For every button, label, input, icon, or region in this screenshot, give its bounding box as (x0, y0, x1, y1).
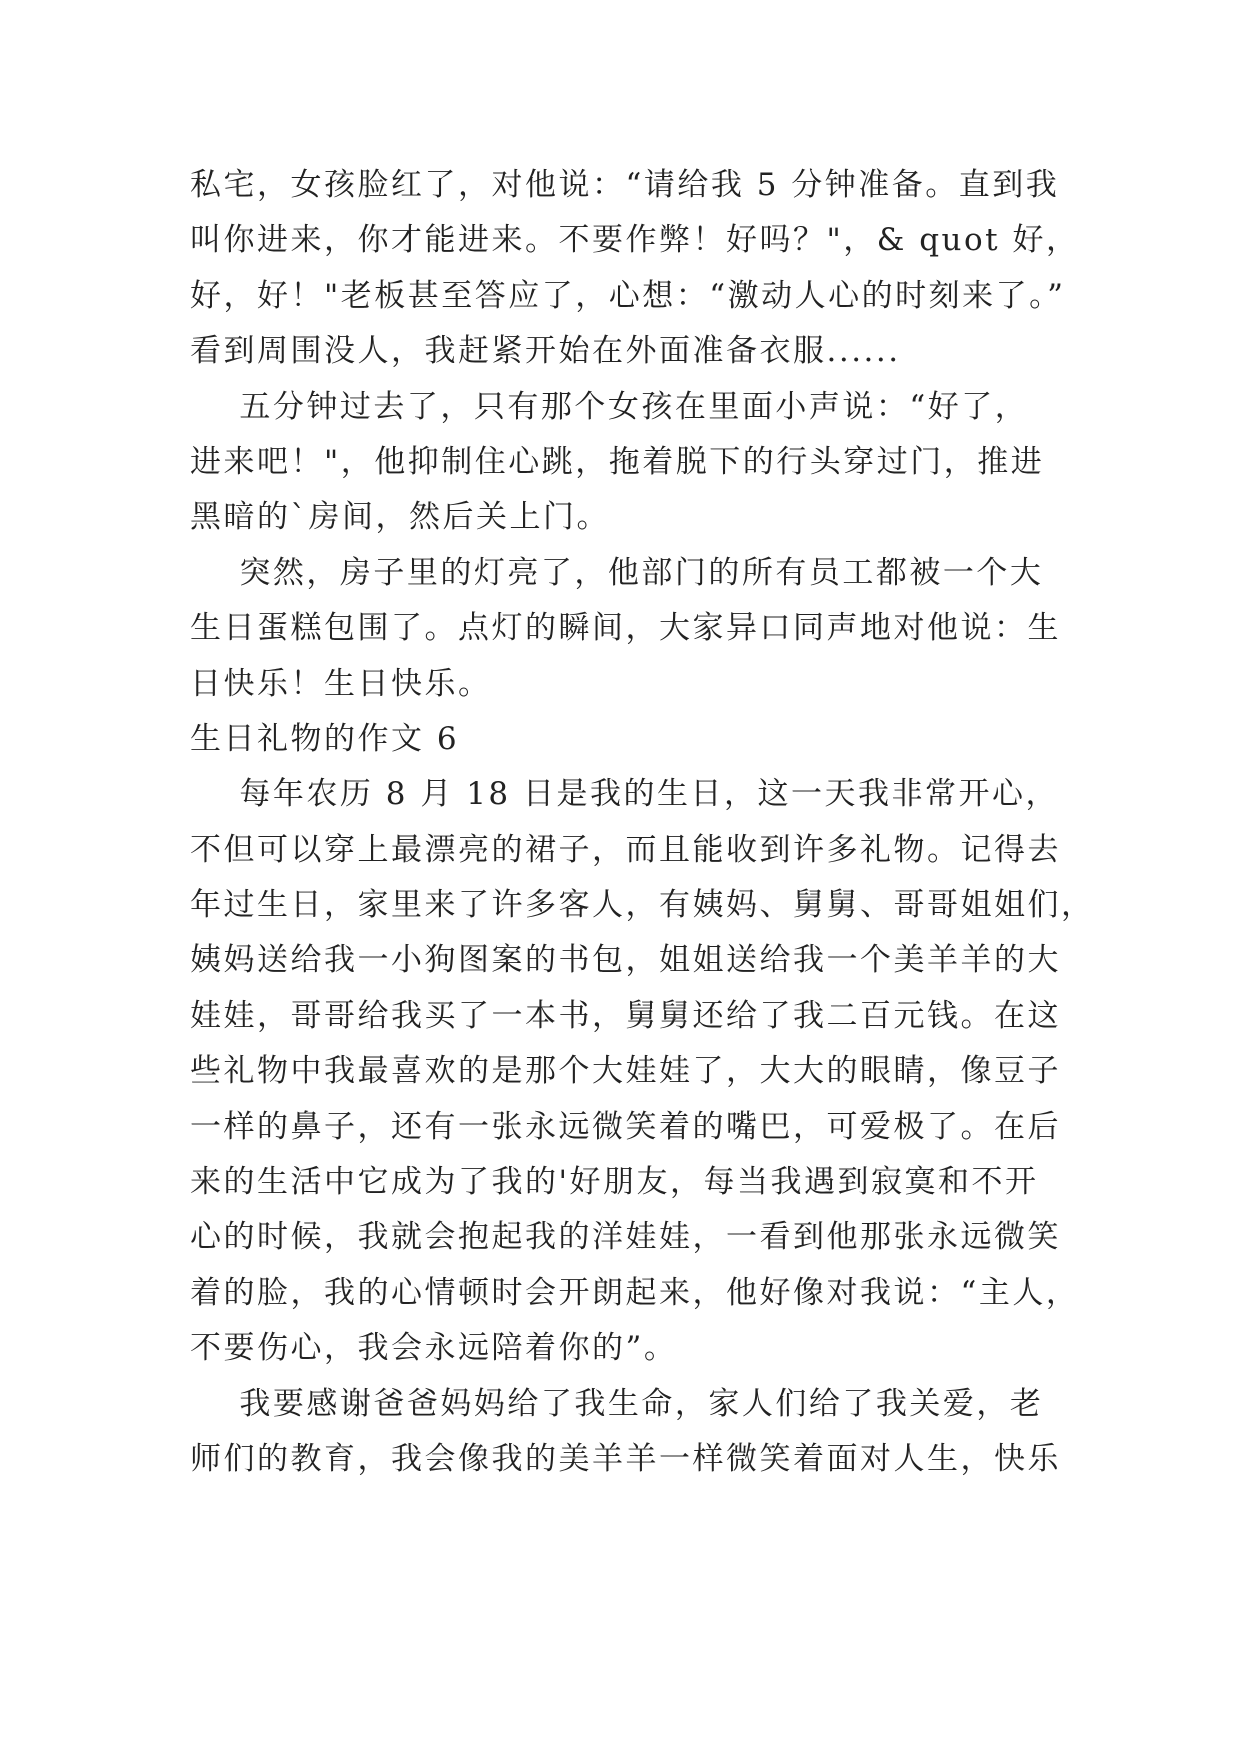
text-line: 来的生活中它成为了我的'好朋友，每当我遇到寂寞和不开 (190, 1164, 1039, 1201)
heading-text: 生日礼物的作文 6 (190, 720, 460, 757)
paragraph-surprise (190, 546, 1064, 712)
text-line: 心的时候，我就会抱起我的洋娃娃，一看到他那张永远微笑 (190, 1219, 1061, 1256)
paragraph-thanks (190, 1377, 1064, 1488)
paragraph-five-minutes (190, 380, 1064, 546)
section-heading (190, 712, 1064, 767)
text-line: 进来吧！"，他抑制住心跳，拖着脱下的行头穿过门，推进 (190, 443, 1045, 480)
text-line: 不但可以穿上最漂亮的裙子，而且能收到许多礼物。记得去 (190, 831, 1061, 868)
text-line: 师们的教育，我会像我的美羊羊一样微笑着面对人生，快乐 (190, 1440, 1061, 1477)
text-line: 日快乐！生日快乐。 (190, 665, 492, 702)
text-line: 年过生日，家里来了许多客人，有姨妈、舅舅、哥哥姐姐们， (190, 887, 1095, 924)
paragraph-continuation (190, 158, 1080, 380)
text-line: 娃娃，哥哥给我买了一本书，舅舅还给了我二百元钱。在这 (190, 997, 1061, 1034)
text-line: 黑暗的`房间，然后关上门。 (190, 499, 610, 536)
text-line: 私宅，女孩脸红了，对他说：“请给我 5 分钟准备。直到我 (190, 167, 1060, 203)
text-line: 五分钟过去了，只有那个女孩在里面小声说：“好了， (190, 388, 1029, 425)
text-line: 我要感谢爸爸妈妈给了我生命，家人们给了我关爱，老 (190, 1385, 1044, 1422)
text-line: 生日蛋糕包围了。点灯的瞬间，大家异口同声地对他说：生 (190, 610, 1061, 647)
text-line: 些礼物中我最喜欢的是那个大娃娃了，大大的眼睛，像豆子 (190, 1053, 1061, 1090)
text-line: 不要伤心，我会永远陪着你的”。 (190, 1330, 678, 1367)
text-line: 着的脸，我的心情顿时会开朗起来，他好像对我说：“主人， (190, 1274, 1080, 1311)
text-line: 姨妈送给我一小狗图案的书包，姐姐送给我一个美羊羊的大 (190, 942, 1061, 979)
text-line: 叫你进来，你才能进来。不要作弊！好吗？"，& quot 好， (190, 222, 1080, 259)
document-body (190, 158, 1095, 1487)
text-line: 好，好！"老板甚至答应了，心想：“激动人心的时刻来了。” (190, 277, 1066, 314)
text-line: 每年农历 8 月 18 日是我的生日，这一天我非常开心， (190, 776, 1059, 813)
text-line: 看到周围没人，我赶紧开始在外面准备衣服...... (190, 333, 901, 370)
text-line: 一样的鼻子，还有一张永远微笑着的嘴巴，可爱极了。在后 (190, 1108, 1061, 1145)
text-line: 突然，房子里的灯亮了，他部门的所有员工都被一个大 (190, 554, 1044, 591)
paragraph-birthday (190, 767, 1095, 1376)
